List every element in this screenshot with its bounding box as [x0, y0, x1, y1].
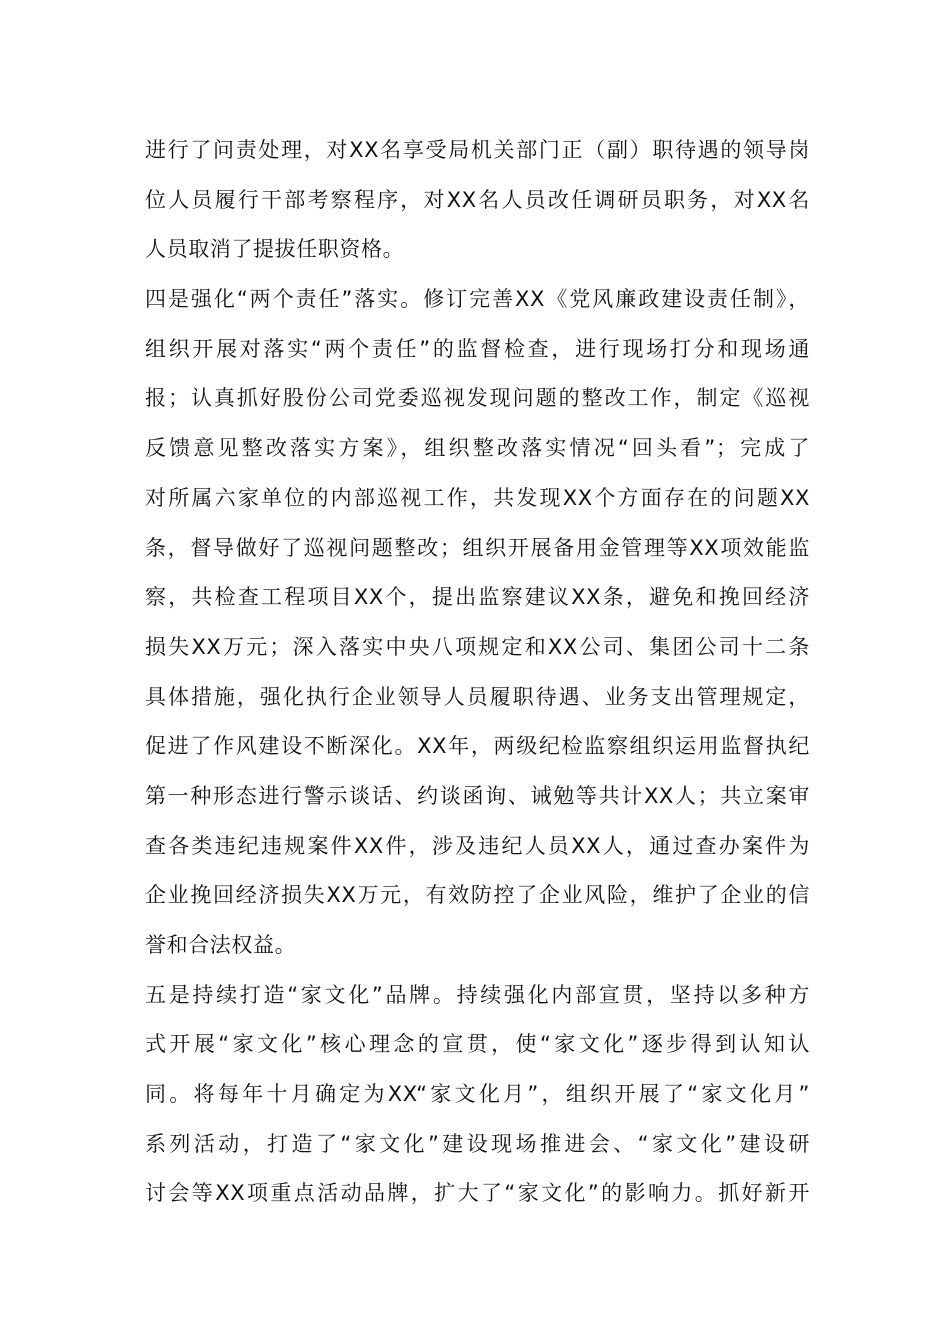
text-line-7: 反馈意见整改落实方案》，组织整改落实情况“回头看”；完成了 — [145, 436, 810, 461]
text-line-5: 组织开展对落实“两个责任”的监督检查，进行现场打分和现场通 — [145, 336, 810, 361]
text-line-12: 具体措施，强化执行企业领导人员履职待遇、业务支出管理规定， — [145, 684, 810, 709]
text-line-19: 式开展“家文化”核心理念的宣贯，使“家文化”逐步得到认知认 — [145, 1032, 810, 1057]
text-line-13: 促进了作风建设不断深化。XX年，两级纪检监察组织运用监督执纪 — [145, 734, 810, 759]
text-line-4: 四是强化“两个责任”落实。修订完善XX《党风廉政建设责任制》， — [145, 287, 810, 312]
text-line-10: 察，共检查工程项目XX个，提出监察建议XX条，避免和挽回经济 — [145, 585, 810, 610]
text-line-16: 企业挽回经济损失XX万元，有效防控了企业风险，维护了企业的信 — [145, 883, 810, 908]
text-line-2: 位人员履行干部考察程序，对XX名人员改任调研员职务，对XX名 — [145, 187, 810, 212]
text-line-8: 对所属六家单位的内部巡视工作，共发现XX个方面存在的问题XX — [145, 485, 810, 510]
text-line-6: 报；认真抓好股份公司党委巡视发现问题的整改工作，制定《巡视 — [145, 386, 810, 411]
text-line-14: 第一种形态进行警示谈话、约谈函询、诫勉等共计XX人；共立案审 — [145, 783, 810, 808]
text-line-3: 人员取消了提拔任职资格。 — [145, 237, 405, 262]
text-line-18: 五是持续打造“家文化”品牌。持续强化内部宣贯，坚持以多种方 — [145, 982, 810, 1007]
text-line-9: 条，督导做好了巡视问题整改；组织开展备用金管理等XX项效能监 — [145, 535, 810, 560]
text-line-11: 损失XX万元；深入落实中央八项规定和XX公司、集团公司十二条 — [145, 634, 810, 659]
text-line-15: 查各类违纪违规案件XX件，涉及违纪人员XX人，通过查办案件为 — [145, 833, 810, 858]
body-text — [145, 126, 810, 1219]
text-line-22: 讨会等XX项重点活动品牌，扩大了“家文化”的影响力。抓好新开 — [145, 1181, 810, 1206]
text-line-20: 同。将每年十月确定为XX“家文化月”，组织开展了“家文化月” — [145, 1082, 810, 1107]
text-line-1: 进行了问责处理，对XX名享受局机关部门正（副）职待遇的领导岗 — [145, 138, 810, 162]
text-line-21: 系列活动，打造了“家文化”建设现场推进会、“家文化”建设研 — [145, 1131, 810, 1156]
text-line-17: 誉和合法权益。 — [145, 933, 297, 957]
